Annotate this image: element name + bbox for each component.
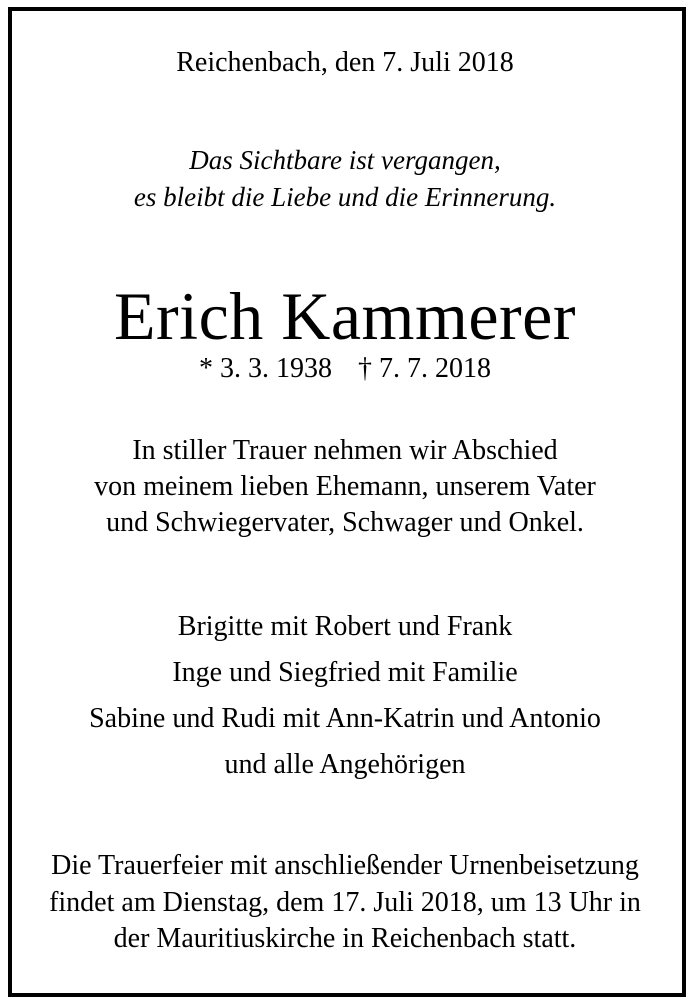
signatory-4: und alle Angehörigen [224,749,466,780]
birth-date: * 3. 3. 1938 [199,353,332,384]
service-line-3: der Mauritiuskirche in Reichenbach statt. [113,923,577,954]
signatory-3: Sabine und Rudi mit Ann-Katrin und Antonio [89,703,601,734]
life-dates [0,352,690,386]
quote-line-1: Das Sichtbare ist vergangen, [189,145,501,175]
service-line-2: findet am Dienstag, dem 17. Juli 2018, um 13 Uhr in [49,887,641,918]
mourning-line-1: In stiller Trauer nehmen wir Abschied [132,435,558,466]
death-date: † 7. 7. 2018 [358,353,491,384]
mourning-line-3: und Schwiegervater, Schwager und Onkel. [106,507,584,538]
service-line-1: Die Trauerfeier mit anschließender Urnenbeisetzung [51,850,639,881]
place-date: Reichenbach, den 7. Juli 2018 [176,47,514,78]
mourning-line-2: von meinem lieben Ehemann, unserem Vater [94,471,596,502]
signatory-2: Inge und Siegfried mit Familie [172,657,518,688]
quote-line-2: es bleibt die Liebe und die Erinnerung. [133,182,557,212]
signatory-1: Brigitte mit Robert und Frank [177,611,513,642]
deceased-name: Erich Kammerer [114,278,576,354]
